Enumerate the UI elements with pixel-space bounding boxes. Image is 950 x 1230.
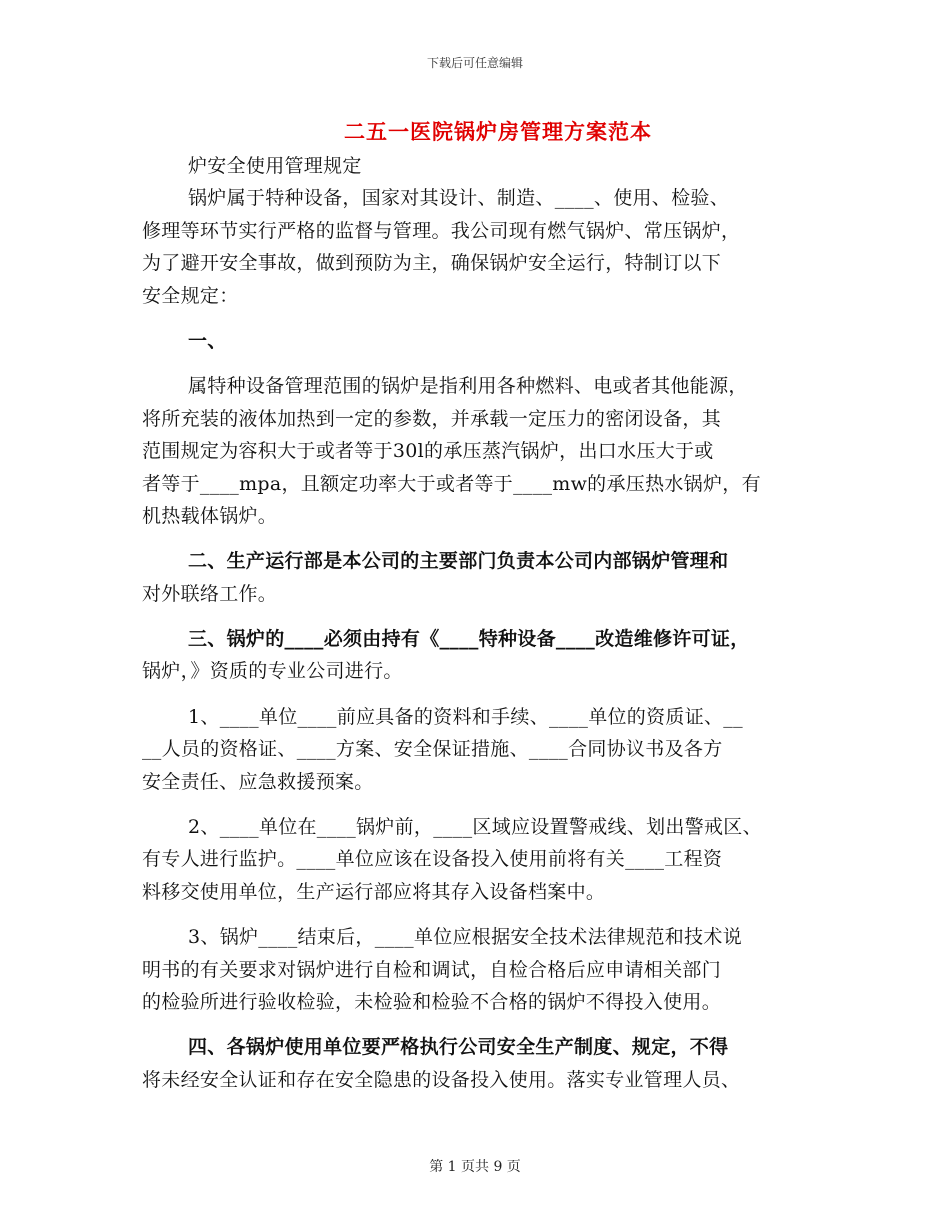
- paragraph-line: 二、生产运行部是本公司的主要部门负责本公司内部锅炉管理和: [188, 550, 729, 573]
- paragraph-line: 1、____单位____前应具备的资料和手续、____单位的资质证、__: [188, 705, 743, 728]
- paragraph-line: 锅炉属于特种设备，国家对其设计、制造、____、使用、检验、: [188, 187, 730, 210]
- paragraph-line: 对外联络工作。: [142, 582, 278, 605]
- paragraph-line: 将未经安全认证和存在安全隐患的设备投入使用。落实专业管理人员、: [142, 1068, 741, 1091]
- document-title: 二五一医院锅炉房管理方案范本: [344, 120, 652, 144]
- section-heading: 一、: [188, 329, 227, 352]
- paragraph-line: 安全规定：: [142, 284, 239, 307]
- paragraph-line: 修理等环节实行严格的监督与管理。我公司现有燃气锅炉、常压锅炉，: [142, 219, 741, 242]
- paragraph-line: 三、锅炉的____必须由持有《____特种设备____改造维修许可证，: [188, 628, 750, 651]
- paragraph-line: 安全责任、应急救援预案。: [142, 770, 374, 793]
- page-header-note: 下载后可任意编辑: [426, 56, 523, 70]
- paragraph-line: 有专人进行监护。____单位应该在设备投入使用前将有关____工程资: [142, 848, 723, 871]
- document-body: [142, 150, 832, 1096]
- paragraph-line: 将所充装的液体加热到一定的参数，并承载一定压力的密闭设备，其: [142, 407, 722, 430]
- paragraph-line: __人员的资格证、____方案、安全保证措施、____合同协议书及各方: [142, 738, 723, 761]
- paragraph-line: 料移交使用单位，生产运行部应将其存入设备档案中。: [142, 880, 606, 903]
- paragraph-line: 锅炉，》资质的专业公司进行。: [142, 660, 403, 683]
- paragraph-line: 者等于____mpa，且额定功率大于或者等于____mw的承压热水锅炉，有: [142, 472, 761, 495]
- paragraph-line: 为了避开安全事故，做到预防为主，确保锅炉安全运行，特制订以下: [142, 252, 722, 275]
- paragraph-line: 机热载体锅炉。: [142, 504, 278, 527]
- paragraph-line: 范围规定为容积大于或者等于30l的承压蒸汽锅炉，出口水压大于或: [142, 440, 714, 463]
- paragraph-line: 炉安全使用管理规定: [188, 155, 362, 177]
- paragraph-line: 明书的有关要求对锅炉进行自检和调试，自检合格后应申请相关部门: [142, 958, 722, 981]
- paragraph-line: 的检验所进行验收检验，未检验和检验不合格的锅炉不得投入使用。: [142, 990, 722, 1013]
- paragraph-line: 四、各锅炉使用单位要严格执行公司安全生产制度、规定，不得: [188, 1036, 729, 1059]
- paragraph-line: 属特种设备管理范围的锅炉是指利用各种燃料、电或者其他能源，: [188, 375, 748, 398]
- page-number: 第 1 页共 9 页: [429, 1159, 521, 1175]
- paragraph-line: 2、____单位在____锅炉前，____区域应设置警戒线、划出警戒区、: [188, 816, 762, 839]
- paragraph-line: 3、锅炉____结束后，____单位应根据安全技术法律规范和技术说: [188, 926, 742, 949]
